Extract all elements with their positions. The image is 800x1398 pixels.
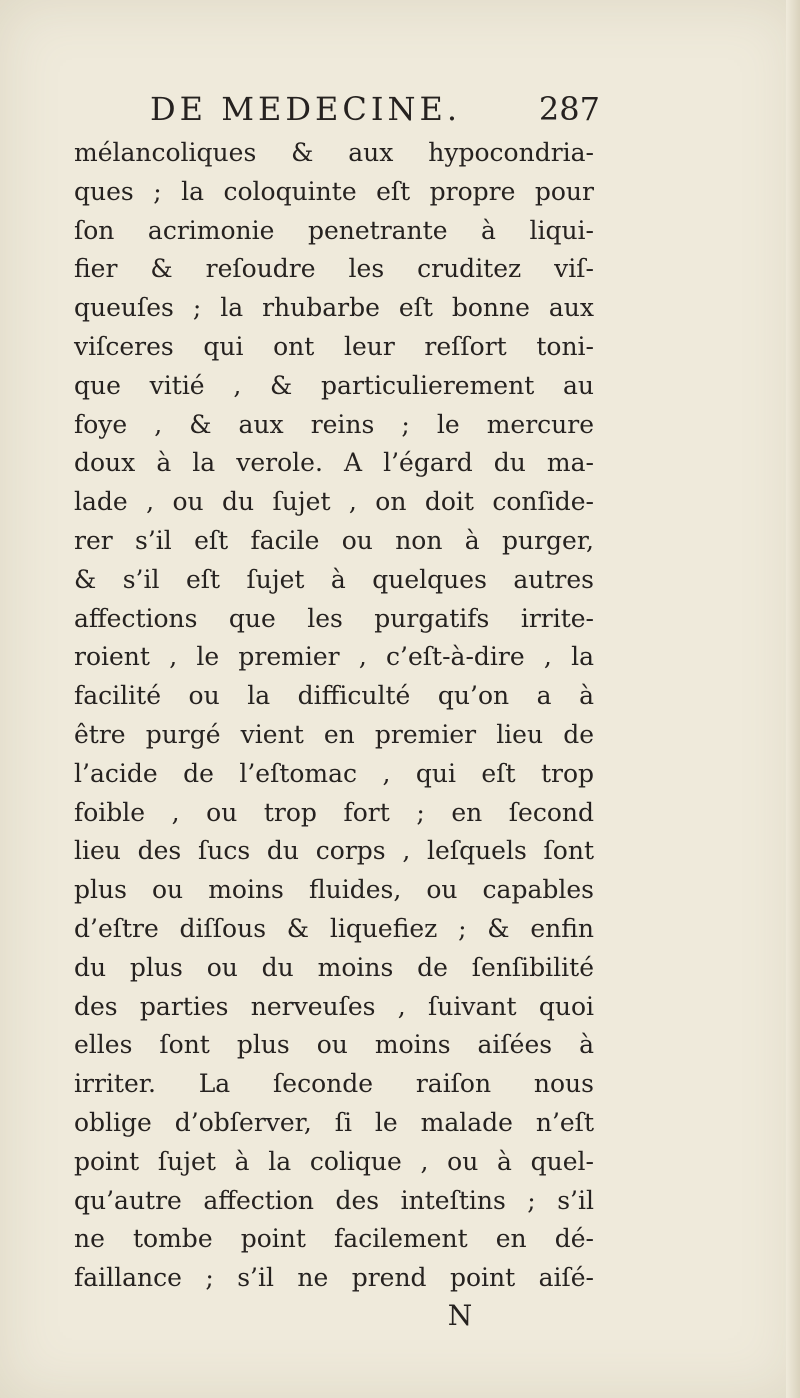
text-line: fier & reſoudre les cruditez viſ- xyxy=(74,254,594,284)
text-line: elles ſont plus ou moins aiſées à xyxy=(74,1030,594,1060)
text-line: ques ; la coloquinte eſt propre pour xyxy=(74,176,594,206)
text-line: qu’autre affection des inteſtins ; s’il xyxy=(74,1185,594,1215)
signature-mark: N xyxy=(447,1299,473,1332)
text-line: du plus ou du moins de ſenſibilité xyxy=(74,952,594,982)
running-head-title: DE MEDECINE. xyxy=(150,90,461,128)
text-line: lieu des ſucs du corps , leſquels ſont xyxy=(74,836,594,866)
text-line: foye , & aux reins ; le mercure xyxy=(74,409,594,439)
text-line: l’acide de l’eſtomac , qui eſt trop xyxy=(74,758,594,788)
text-line: que vitié , & particulierement au xyxy=(74,370,594,400)
text-line: & s’il eſt ſujet à quelques autres xyxy=(74,564,594,594)
text-line: roient , le premier , c’eſt-à-dire , la xyxy=(74,642,594,672)
body-text xyxy=(74,134,594,1294)
text-line: affections que les purgatifs irrite- xyxy=(74,603,594,633)
text-line: foible , ou trop fort ; en ſecond xyxy=(74,797,594,827)
text-line: des parties nerveuſes , ſuivant quoi xyxy=(74,991,594,1021)
text-line: oblige d’obſerver, ſi le malade n’eſt xyxy=(74,1107,594,1137)
text-line: faillance ; s’il ne prend point aiſé- xyxy=(74,1263,594,1293)
text-line: rer s’il eſt facile ou non à purger, xyxy=(74,525,594,555)
text-line: facilité ou la difficulté qu’on a à xyxy=(74,681,594,711)
text-line: point ſujet à la colique , ou à quel- xyxy=(74,1146,594,1176)
page-edge xyxy=(786,0,800,1398)
text-line: plus ou moins fluides, ou capables xyxy=(74,875,594,905)
text-line: viſceres qui ont leur reſſort toni- xyxy=(74,331,594,361)
text-line: être purgé vient en premier lieu de xyxy=(74,719,594,749)
text-line: lade , ou du ſujet , on doit conſide- xyxy=(74,487,594,517)
text-line: mélancoliques & aux hypocondria- xyxy=(74,138,594,167)
text-line: d’eſtre diſſous & liquefiez ; & enfin xyxy=(74,913,594,943)
text-line: ſon acrimonie penetrante à liqui- xyxy=(74,215,594,245)
text-line: doux à la verole. A l’égard du ma- xyxy=(74,448,594,478)
text-line: ne tombe point facilement en dé- xyxy=(74,1224,594,1254)
page-number: 287 xyxy=(538,90,600,128)
text-line: irriter. La ſeconde raiſon nous xyxy=(74,1069,594,1099)
text-line: queuſes ; la rhubarbe eſt bonne aux xyxy=(74,293,594,323)
